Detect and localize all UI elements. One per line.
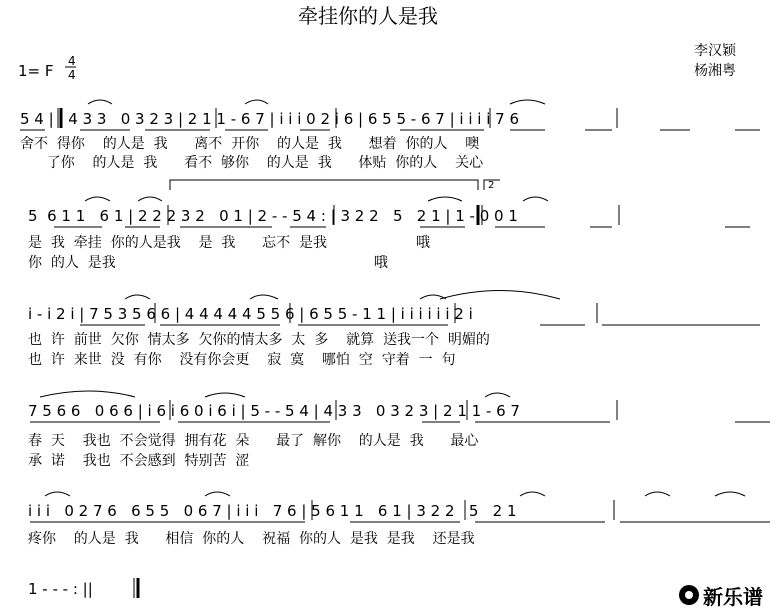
- volta-brackets: [170, 180, 500, 190]
- lyrics-system-1-verse-1: 舍不 得你 的人是 我 离不 开你 的人是 我 想着 你的人 噢: [20, 136, 480, 152]
- notation-system-1: 5 4 | : 4 3 3 0 3 2 3 | 2 1 1 - 6 7 | i i i 0 2 i 6 | 6 5 5 - 6 7 | i i i i 7 6: [20, 110, 520, 128]
- lyrics-system-5-verse-1: 疼你 的人是 我 相信 你的人 祝福 你的人 是我 是我 还是我: [28, 531, 475, 547]
- lyrics-system-2-verse-1: 是 我 牵挂 你的人是我 是 我 忘不 是我 哦: [28, 235, 431, 251]
- site-logo: [679, 582, 763, 608]
- notation-system-5: i i i 0 2 7 6 6 5 5 0 6 7 | i i i 7 6 | 5 6 1 1 6 1 | 3 2 2 5 2 1: [28, 502, 517, 520]
- lyrics-system-3-verse-2: 也 许 来世 没 有你 没有你会更 寂 寞 哪怕 空 守着 一 句: [28, 352, 456, 368]
- lyrics-system-4-verse-2: 承 诺 我也 不会感到 特别苦 涩: [28, 453, 250, 469]
- time-signature-bottom: 4: [68, 68, 76, 82]
- record-disc-icon: [679, 585, 699, 605]
- credit-composer: 杨湘粤: [694, 63, 736, 79]
- site-logo-text: 新乐谱: [703, 584, 763, 609]
- volta-label: 2: [488, 180, 495, 191]
- song-title: 牵挂你的人是我: [298, 4, 438, 28]
- lyrics-system-2-verse-2: 你 的人 是我 哦: [28, 255, 388, 271]
- notation-system-4: 7 5 6 6 0 6 6 | i 6 i 6 0 i 6 i | 5 - - 5 4 | 4 3 3 0 3 2 3 | 2 1 1 - 6 7: [28, 402, 520, 420]
- notation-system-2: 5 6 1 1 6 1 | 2 2 2 3 2 0 1 | 2 - - 5 4 : | 3 2 2 5 2 1 | 1 - 0 0 1: [28, 207, 518, 225]
- lyrics-system-3-verse-1: 也 许 前世 欠你 情太多 欠你的情太多 太 多 就算 送我一个 明媚的: [28, 332, 490, 348]
- time-signature-top: 4: [68, 54, 76, 68]
- key-signature: 1= F: [18, 62, 54, 80]
- final-barline: [134, 578, 138, 598]
- notation-system-6: 1 - - - : ||: [28, 580, 93, 598]
- notation-system-3: i - i 2 i | 7 5 3 5 6 6 | 4 4 4 4 4 5 5 6 | 6 5 5 - 1 1 | i i i i i i 2 i: [28, 305, 473, 323]
- lyrics-system-1-verse-2: 了你 的人是 我 看不 够你 的人是 我 体贴 你的人 关心: [20, 155, 484, 171]
- credit-lyricist: 李汉颖: [694, 43, 736, 59]
- lyrics-system-4-verse-1: 春 天 我也 不会觉得 拥有花 朵 最了 解你 的人是 我 最心: [28, 433, 479, 449]
